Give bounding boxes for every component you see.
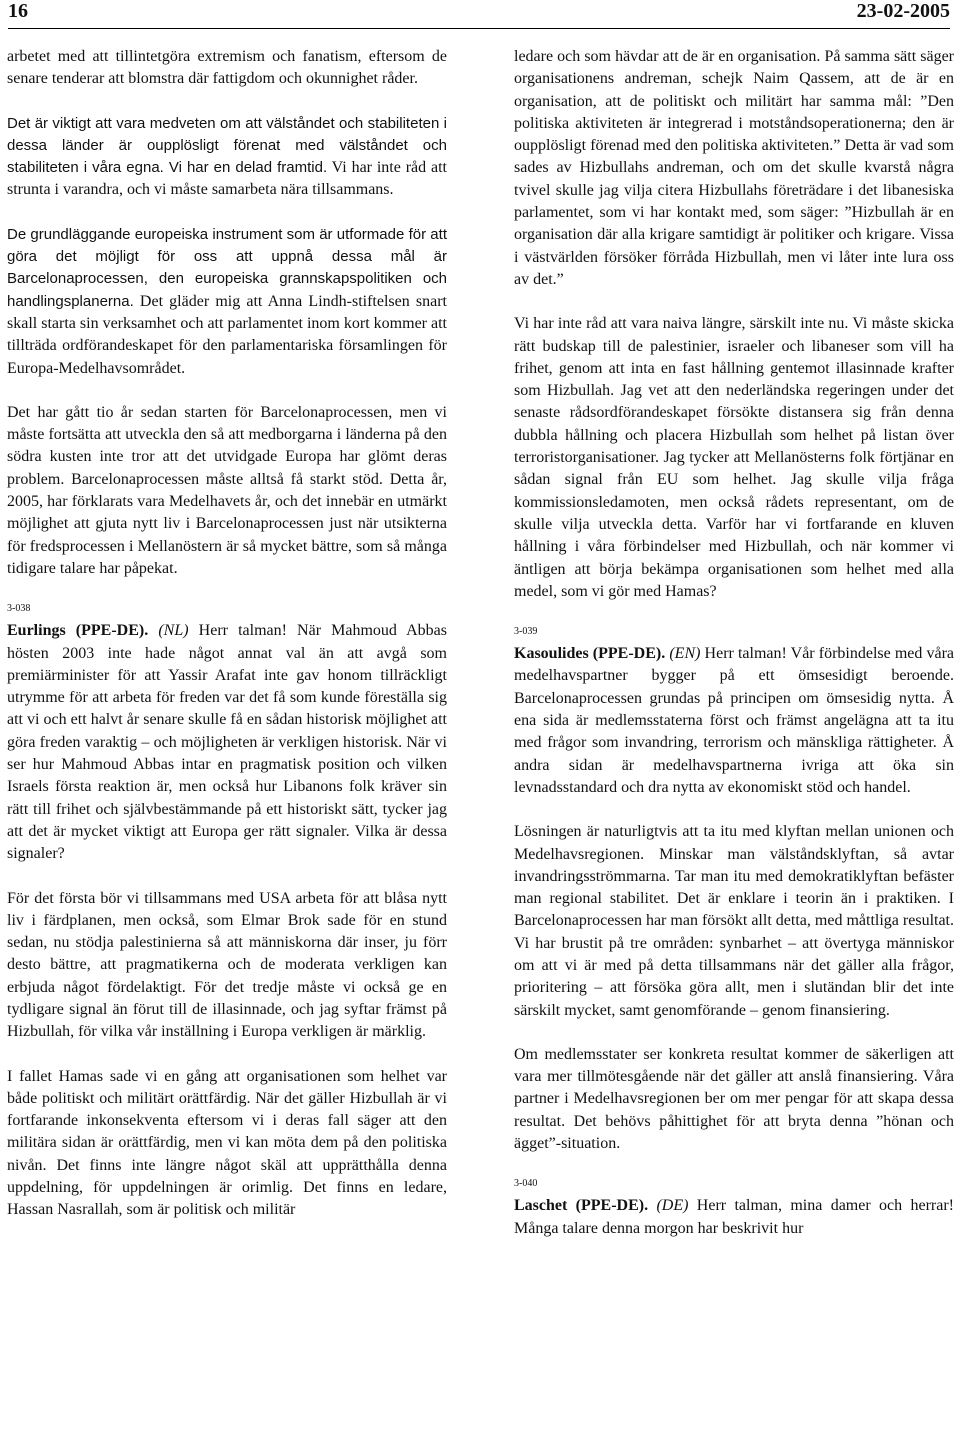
speech xyxy=(7,620,447,865)
page-date: 23-02-2005 xyxy=(856,0,950,22)
paragraph xyxy=(7,113,447,202)
language-tag: (NL) xyxy=(158,622,189,640)
paragraph-serif-text: Det gläder mig att Anna Lindh-stiftelsen snart skall starta sin verksamhet och att parlamentet inom kort kommer att tillträda ordförandeskapet för den parlamentariska församlingen för Europa-Medelhavsområdet. xyxy=(7,292,447,377)
speaker-name: Kasoulides (PPE-DE). xyxy=(514,645,666,663)
paragraph: Om medlemsstater ser konkreta resultat kommer de säkerligen att vara mer tillmötesgående när det gäller att anslå finansiering. Våra partner i Medelhavsregionen ber om mer pengar för att skapa dessa resultat. Det behövs påhittighet för att bryta denna ”hönan och ägget”-situation. xyxy=(514,1045,954,1153)
paragraph-serif-text: Vi har inte råd att strunta i varandra, och vi måste samarbeta nära tillsammans. xyxy=(7,159,447,199)
speech-text: Herr talman! När Mahmoud Abbas hösten 2003 inte hade något annat val än att avgå som premiärminister för att Yassir Arafat inte gav honom tillräckligt utrymme för att arbeta för freden var det få som kunde föreställa sig att vi och ett halvt år senare skulle få en sådan historisk möjlighet att göra freden varaktig – och möjligheten är verkligen historisk. När vi ser hur Mahmoud Abbas intar en pragmatisk position och vilken Israels första reaktion är, men också hur Libanons folk kräver sin rätt till frihet och självbestämmande på ett historiskt sätt, tycker jag att det är mycket viktigt att Europa ger rätt signaler. Vilka är dessa signaler? xyxy=(7,622,448,863)
paragraph: arbetet med att tillintetgöra extremism och fanatism, eftersom de senare tenderar att blomstra där fattigdom och okunnighet råder. xyxy=(7,48,447,88)
speech-reference: 3-038 xyxy=(7,603,31,615)
language-tag: (EN) xyxy=(669,645,701,663)
paragraph: Lösningen är naturligtvis att ta itu med klyftan mellan unionen och Medelhavsregionen. Minskar man välståndsklyftan, så avtar invandringsströmmarna. Tar man itu med demokratiklyftan befäster man regional stabilitet. Det är enklare i teorin än i praktiken. I Barcelonaprocessen har man försökt allt detta, med måttliga resultat. Vi har brustit på tre områden: synbarhet – att övertyga människor om att vi är med på detta tillsammans när det gäller alla frågor, prioritering – att försöka göra allt, men i slutändan blir det inte särskilt mycket, samt genomförande – genom finansiering. xyxy=(514,823,954,1019)
page-header xyxy=(8,0,950,29)
paragraph xyxy=(7,224,447,380)
speech xyxy=(514,643,954,799)
left-column xyxy=(7,46,447,1222)
paragraph: ledare och som hävdar att de är en organisation. På samma sätt säger organisationens andreman, schejk Naim Qassem, att de är en organisation, att de politiskt och militärt har samma mål: ”Den politiska aktiviteten är integrerad i motståndsoperationerna; den är oupplösligt förenad med den politiska aktiviteten.” Detta är vad som sades av Hizbullahs andreman, och om det skulle kvarstå några tvivel skulle jag vilja citera Hizbullahs företrädare i det libanesiska parlamentet, som vi har kontakt med, som säger: ”Hizbullah är en organisation där alla krigare samtidigt är politiker och krigare. Vissa i västvärlden försöker förråda Hizbullah, men vi låter inte lura oss av det.” xyxy=(514,48,954,288)
paragraph-sans-text: Det är viktigt att vara medveten om att välståndet och stabiliteten i dessa länder är oupplösligt förenat med välståndet och stabiliteten i våra egna. Vi har en delad framtid. xyxy=(7,114,447,177)
speech-text: Herr talman! Vår förbindelse med våra medelhavspartner bygger på ett ömsesidigt beroende. Barcelonaprocessen grundas på principen om ömsesidig nytta. Å ena sida är medlemsstaterna först och främst angelägna att ta itu med frågor som invandring, terrorism och mänskliga rättigheter. Å andra sidan är medelhavspartnerna ivriga att öka sin levnadsstandard och dra nytta av ekonomiskt stöd och handel. xyxy=(514,645,955,796)
paragraph: Det har gått tio år sedan starten för Barcelonaprocessen, men vi måste fortsätta att utveckla den så att medborgarna i länderna på den södra kusten inte tror att det utvidgade Europa har glömt deras problem. Barcelonaprocessen måste alltså få starkt stöd. Detta år, 2005, har förklarats vara Medelhavets år, och det innebär en utmärkt möjlighet att gjuta nytt liv i Barcelonaprocessen just när utsikterna för fredsprocessen i Mellanöstern är så mycket bättre, som så många tidigare talare har påpekat. xyxy=(7,403,447,577)
speaker-name: Eurlings (PPE-DE). xyxy=(7,622,149,640)
speech xyxy=(514,1195,954,1240)
paragraph: Vi har inte råd att vara naiva längre, särskilt inte nu. Vi måste skicka rätt budskap till de palestinier, israeler och libaneser som vill ha frihet, genom att inta en fast hållning gentemot illasinnade krafter som Hizbullah. Jag vet att den nederländska regeringen under det senaste rådsordförandeskapet försökte distansera sig från denna dubbla hållning och placera Hizbullah som helhet på listan över terroristorganisationer. Jag tycker att Mellanösterns folk förtjänar en sådan signal från EU som helhet. Jag skulle vilja fråga kommissionsledamoten, men också rådets representant, om de skulle vilja utveckla detta. Varför har vi fortfarande en kluven hållning i våra förbindelser med Hizbullah, och när kommer vi äntligen att börja bekämpa organisationen som helhet med alla medel, som vi gör med Hamas? xyxy=(514,315,954,600)
paragraph-sans-text: De grundläggande europeiska instrument som är utformade för att göra det möjligt för oss att uppnå dessa mål är Barcelonaprocessen, den europeiska grannskapspolitiken och handlingsplanerna. xyxy=(7,225,447,310)
speech-reference: 3-039 xyxy=(514,626,538,638)
speech-text: Herr talman, mina damer och herrar! Många talare denna morgon har beskrivit hur xyxy=(514,1197,954,1237)
language-tag: (DE) xyxy=(656,1197,689,1215)
paragraph: I fallet Hamas sade vi en gång att organisationen som helhet var både politiskt och militärt orättfärdig. När det gäller Hizbullah är vi fortfarande inkonsekventa eftersom vi i deras fall säger att den militära sidan är orättfärdig, men vi kan möta dem på den politiska nivån. Det finns inte längre något skäl att upprätthålla denna uppdelning, för uppdelningen är orimlig. Det finns en ledare, Hassan Nasrallah, som är politisk och militär xyxy=(7,1067,447,1219)
paragraph: För det första bör vi tillsammans med USA arbeta för att blåsa nytt liv i färdplanen, men också, som Elmar Brok sade för en stund sedan, nu stödja palestinierna så att människorna där inser, ju förr desto bättre, att pragmatikerna och de moderata verkligen kan erbjuda något fördelaktigt. För det tredje måste vi också ge en tydligare signal än förut till de illasinnade, och jag syftar främst på Hizbullah, för vilka vår inställning i Europa verkligen är märklig. xyxy=(7,889,447,1041)
speaker-name: Laschet (PPE-DE). xyxy=(514,1197,649,1215)
page-number: 16 xyxy=(8,0,28,22)
right-column xyxy=(514,46,954,1262)
speech-reference: 3-040 xyxy=(514,1178,538,1190)
